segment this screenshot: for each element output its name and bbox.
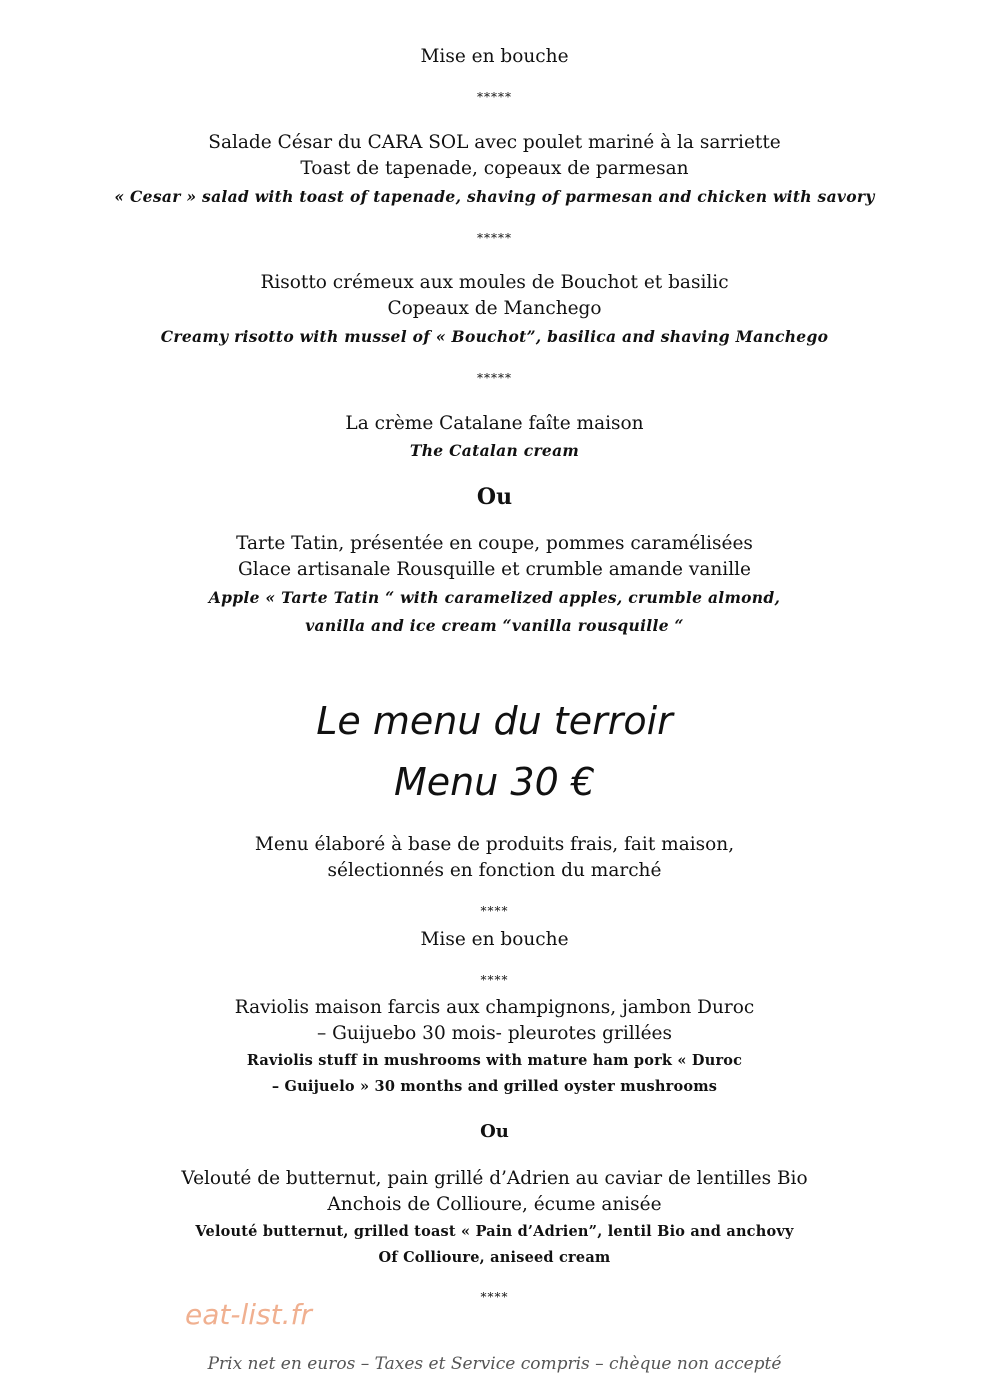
menu1-starter-fr-2: Toast de tapenade, copeaux de parmesan	[300, 158, 689, 179]
menu1-dessert1-en: The Catalan cream	[409, 441, 580, 460]
menu1-dessert2-fr-2: Glace artisanale Rousquille et crumble amande vanille	[238, 559, 751, 580]
separator: ****	[480, 1290, 509, 1304]
menu1-dessert2-en-1: Apple « Tarte Tatin “ with caramelized apples, crumble almond,	[208, 588, 781, 607]
separator: *****	[477, 90, 512, 104]
watermark-logo: eat-list.fr	[185, 1298, 312, 1331]
menu1-or: Ou	[476, 484, 513, 510]
separator: ****	[480, 973, 509, 987]
menu2-starter2-en-2: Of Collioure, aniseed cream	[378, 1249, 611, 1266]
menu2-intro-1: Menu élaboré à base de produits frais, fait maison,	[254, 834, 735, 855]
menu1-main-fr-1: Risotto crémeux aux moules de Bouchot et basilic	[260, 272, 729, 293]
menu2-or: Ou	[480, 1121, 509, 1142]
menu2-title: Le menu du terroir	[316, 699, 673, 743]
menu2-price: Menu 30 €	[393, 760, 596, 804]
menu1-dessert2-en-2: vanilla and ice cream “vanilla rousquille “	[305, 616, 684, 635]
menu2-starter1-fr-1: Raviolis maison farcis aux champignons, jambon Duroc	[234, 997, 755, 1018]
separator: ****	[480, 904, 509, 918]
menu1-starter-en: « Cesar » salad with toast of tapenade, shaving of parmesan and chicken with savory	[114, 187, 875, 206]
menu2-intro-2: sélectionnés en fonction du marché	[327, 860, 662, 881]
menu1-main-en: Creamy risotto with mussel of « Bouchot”, basilica and shaving Manchego	[160, 327, 829, 346]
menu2-starter1-fr-2: – Guijuebo 30 mois- pleurotes grillées	[316, 1023, 673, 1044]
menu2-amuse-bouche: Mise en bouche	[420, 929, 569, 950]
menu1-starter-fr-1: Salade César du CARA SOL avec poulet mariné à la sarriette	[208, 132, 781, 153]
menu2-starter2-fr-1: Velouté de butternut, pain grillé d’Adrien au caviar de lentilles Bio	[181, 1168, 808, 1189]
menu1-dessert2-fr-1: Tarte Tatin, présentée en coupe, pommes caramélisées	[236, 533, 753, 554]
menu2-starter1-en-2: – Guijuelo » 30 months and grilled oyster mushrooms	[271, 1078, 718, 1095]
footer-note: Prix net en euros – Taxes et Service compris – chèque non accepté	[207, 1354, 782, 1374]
separator: *****	[477, 231, 512, 245]
separator: *****	[477, 371, 512, 385]
menu2-starter1-en-1: Raviolis stuff in mushrooms with mature ham pork « Duroc	[246, 1052, 743, 1069]
menu2-starter2-fr-2: Anchois de Collioure, écume anisée	[327, 1194, 662, 1215]
menu1-main-fr-2: Copeaux de Manchego	[387, 298, 602, 319]
menu1-dessert1-fr: La crème Catalane faîte maison	[345, 413, 644, 434]
menu2-starter2-en-1: Velouté butternut, grilled toast « Pain d’Adrien”, lentil Bio and anchovy	[195, 1223, 794, 1240]
menu1-amuse-bouche: Mise en bouche	[420, 46, 569, 67]
